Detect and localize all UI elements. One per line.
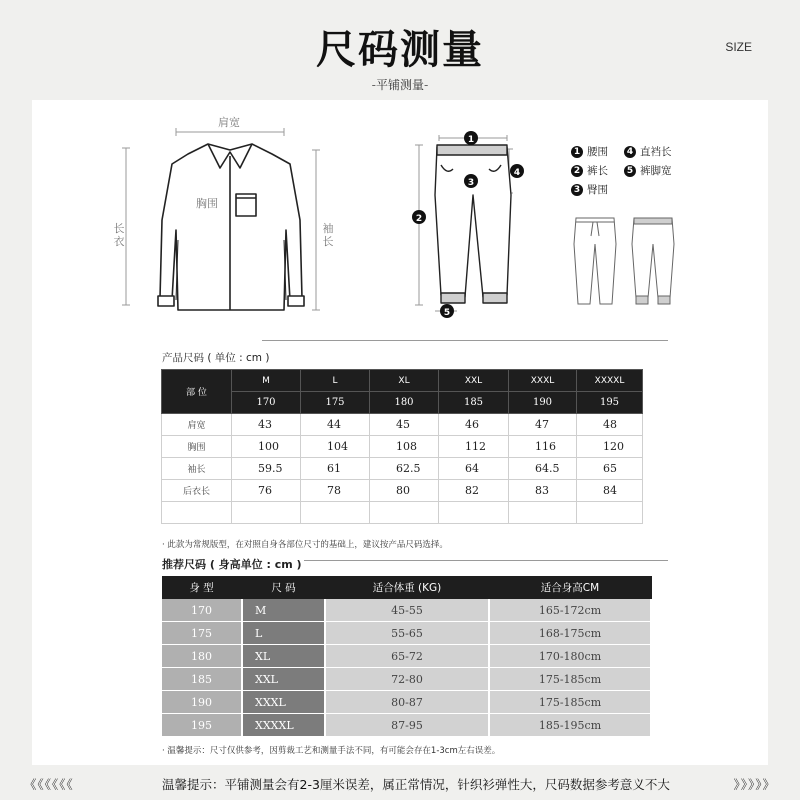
table-cell: 76 — [232, 480, 301, 502]
table-cell: 64.5 — [509, 458, 577, 480]
table-cell — [577, 502, 643, 524]
table-cell — [301, 502, 370, 524]
table-row-empty — [162, 502, 643, 524]
table-row — [162, 599, 651, 622]
recommend-table-caption: 推荐尺码 ( 身高单位 : cm ) — [162, 558, 302, 571]
table-cell: 65 — [577, 458, 643, 480]
table-cell: 108 — [370, 436, 439, 458]
svg-text:1: 1 — [467, 135, 475, 145]
size-cell-text: M — [255, 603, 267, 617]
weight-cell: 87-95 — [325, 714, 489, 737]
table-height-row — [162, 392, 643, 414]
header-size: 尺 码 — [242, 576, 325, 599]
weight-cell: 65-72 — [325, 645, 489, 668]
weight-cell: 45-55 — [325, 599, 489, 622]
height-header: 195 — [577, 392, 643, 414]
legend-item-length — [571, 163, 608, 178]
table-row — [162, 622, 651, 645]
table-cell: 62.5 — [370, 458, 439, 480]
size-header: L — [301, 370, 370, 392]
table-cell: 83 — [509, 480, 577, 502]
table-cell: 44 — [301, 414, 370, 436]
legend-label: 腰围 — [587, 146, 608, 158]
product-table-note: · 此款为常规版型，在对照自身各部位尺寸的基础上，建议按产品尺码选择。 — [162, 540, 448, 550]
size-cell — [242, 691, 325, 714]
table-cell: 78 — [301, 480, 370, 502]
table-row — [162, 480, 643, 502]
table-cell — [232, 502, 301, 524]
table-cell — [439, 502, 509, 524]
table-cell: 100 — [232, 436, 301, 458]
row-label: 袖长 — [162, 458, 232, 480]
size-cell-text: XXXL — [255, 695, 286, 709]
body-type-cell: 195 — [162, 714, 242, 737]
table-header-row — [162, 370, 643, 392]
product-size-table — [161, 369, 643, 524]
height-cell: 170-180cm — [489, 645, 651, 668]
footer-text: 温馨提示：平铺测量会有2-3厘米误差，属正常情况，针织衫弹性大，尺码数据参考意义不大 — [162, 777, 670, 792]
table-cell: 61 — [301, 458, 370, 480]
table-cell: 47 — [509, 414, 577, 436]
table-cell: 120 — [577, 436, 643, 458]
height-cell: 175-185cm — [489, 691, 651, 714]
row-label: 后衣长 — [162, 480, 232, 502]
size-cell-text: XXL — [255, 672, 278, 686]
height-header: 170 — [232, 392, 301, 414]
legend-number: 4 — [624, 146, 636, 158]
row-label: 肩宽 — [162, 414, 232, 436]
row-label — [162, 502, 232, 524]
size-cell — [242, 645, 325, 668]
table-row — [162, 436, 643, 458]
weight-cell: 55-65 — [325, 622, 489, 645]
shirt-illustration — [108, 110, 348, 330]
header-weight: 适合体重 (KG) — [325, 576, 489, 599]
table-cell: 84 — [577, 480, 643, 502]
size-cell-text: L — [255, 626, 263, 640]
legend-number: 3 — [571, 184, 583, 196]
legend-number: 1 — [571, 146, 583, 158]
recommend-size-table — [162, 576, 652, 737]
table-cell — [509, 502, 577, 524]
svg-text:3: 3 — [467, 178, 475, 188]
shoulder-label: 肩宽 — [218, 116, 240, 129]
height-cell: 165-172cm — [489, 599, 651, 622]
size-cell-text: XXXXL — [255, 718, 294, 732]
legend-label: 臀围 — [587, 184, 608, 196]
size-cell — [242, 714, 325, 737]
size-cell — [242, 622, 325, 645]
table-cell: 112 — [439, 436, 509, 458]
table-cell: 48 — [577, 414, 643, 436]
pants-thumbnail-front — [570, 214, 620, 309]
table-cell: 82 — [439, 480, 509, 502]
body-type-cell: 175 — [162, 622, 242, 645]
height-header: 180 — [370, 392, 439, 414]
legend-number: 5 — [624, 165, 636, 177]
table-cell: 80 — [370, 480, 439, 502]
table-row — [162, 458, 643, 480]
sleeve-label: 袖长 — [322, 222, 334, 248]
subtitle-dash-left: - — [371, 78, 376, 92]
weight-cell: 80-87 — [325, 691, 489, 714]
pants-illustration — [405, 125, 535, 320]
section-rule-recommend — [304, 560, 668, 561]
corner-header: 部 位 — [162, 370, 232, 414]
body-type-cell: 170 — [162, 599, 242, 622]
pants-thumbnail-back — [628, 214, 678, 309]
table-row — [162, 714, 651, 737]
table-cell: 116 — [509, 436, 577, 458]
legend-label: 裤长 — [587, 165, 608, 177]
height-cell: 168-175cm — [489, 622, 651, 645]
length-label: 长衣 — [113, 222, 125, 248]
body-type-cell: 180 — [162, 645, 242, 668]
table-cell: 104 — [301, 436, 370, 458]
subtitle — [0, 76, 800, 93]
legend-item-waist — [571, 144, 608, 159]
svg-text:2: 2 — [415, 214, 423, 224]
table-cell: 59.5 — [232, 458, 301, 480]
size-cell — [242, 668, 325, 691]
svg-text:4: 4 — [513, 168, 521, 178]
body-type-cell: 185 — [162, 668, 242, 691]
table-row — [162, 691, 651, 714]
size-header: XXXL — [509, 370, 577, 392]
body-type-cell: 190 — [162, 691, 242, 714]
height-cell: 175-185cm — [489, 668, 651, 691]
legend-label: 裤脚宽 — [640, 165, 672, 177]
footer-chevrons-left: 《《《《《《 — [24, 777, 74, 792]
page-title: 尺码测量 — [316, 26, 484, 73]
size-cell — [242, 599, 325, 622]
table-cell: 64 — [439, 458, 509, 480]
height-header: 190 — [509, 392, 577, 414]
chest-label: 胸围 — [196, 197, 218, 210]
height-header: 185 — [439, 392, 509, 414]
product-table-caption: 产品尺码 ( 单位 : cm ) — [162, 352, 270, 364]
weight-cell: 72-80 — [325, 668, 489, 691]
size-header: M — [232, 370, 301, 392]
svg-text:5: 5 — [443, 308, 451, 318]
height-cell: 185-195cm — [489, 714, 651, 737]
legend-item-hip — [571, 182, 608, 197]
height-header: 175 — [301, 392, 370, 414]
size-tag: SIZE — [725, 40, 752, 54]
size-header: XXL — [439, 370, 509, 392]
size-header: XL — [370, 370, 439, 392]
table-row — [162, 668, 651, 691]
header-body-type: 身 型 — [162, 576, 242, 599]
size-cell-text: XL — [255, 649, 271, 663]
legend-item-rise — [624, 144, 672, 159]
legend-label: 直裆长 — [640, 146, 672, 158]
section-rule-product — [262, 340, 668, 341]
legend-item-leg-opening — [624, 163, 672, 178]
subtitle-dash-right: - — [424, 78, 429, 92]
table-row — [162, 645, 651, 668]
table-cell — [370, 502, 439, 524]
table-cell: 43 — [232, 414, 301, 436]
header-height: 适合身高CM — [489, 576, 651, 599]
footer-banner — [0, 775, 800, 793]
table-cell: 45 — [370, 414, 439, 436]
subtitle-text: 平铺测量 — [375, 78, 424, 92]
table-cell: 46 — [439, 414, 509, 436]
row-label: 胸围 — [162, 436, 232, 458]
size-header: XXXXL — [577, 370, 643, 392]
legend-number: 2 — [571, 165, 583, 177]
recommend-table-note: · 温馨提示：尺寸仅供参考，因剪裁工艺和测量手法不同，有可能会存在1-3cm左右误差。 — [162, 746, 501, 756]
table-row — [162, 414, 643, 436]
table-header-row — [162, 576, 651, 599]
footer-chevrons-right: 》》》》》 — [733, 777, 776, 792]
